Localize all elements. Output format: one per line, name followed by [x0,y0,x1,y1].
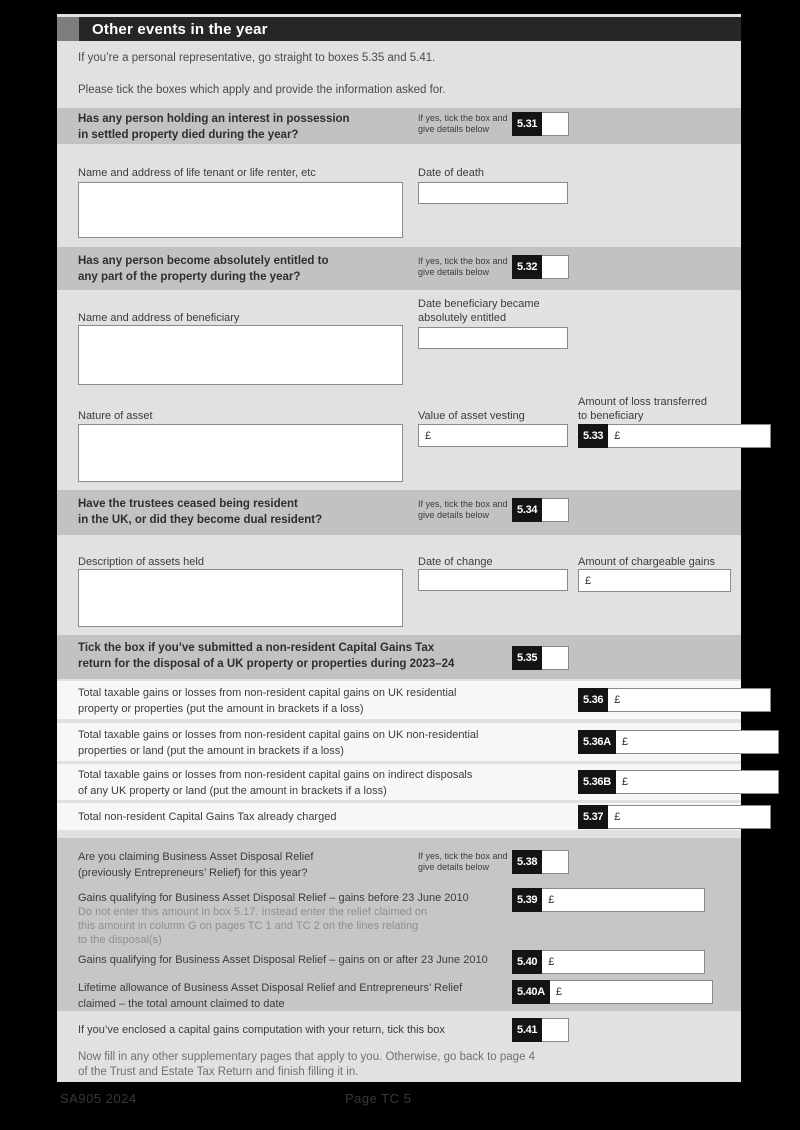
pound-symbol: £ [614,811,621,823]
pound-symbol: £ [548,894,555,906]
tick-unit-5-32 [512,255,569,279]
input-5-37[interactable] [620,811,770,823]
label-loss-transferred-line2: to beneficiary [578,410,644,422]
label-date-of-death: Date of death [418,167,485,179]
label-life-tenant: Name and address of life tenant or life renter, etc [78,167,316,179]
section-header [57,17,741,41]
box-number-5-34: 5.34 [512,498,542,522]
statement-5-35-line2: return for the disposal of a UK property or properties during 2023–24 [78,658,455,670]
amount-unit-5-37 [578,805,731,829]
label-loss-transferred-line1: Amount of loss transferred [578,396,708,408]
if-yes-note-line1: If yes, tick the box and [418,256,508,266]
input-loss-transferred-5-33[interactable] [620,430,770,442]
tick-unit-5-41 [512,1018,569,1042]
input-date-of-change[interactable] [418,569,568,591]
field-5-40a [550,980,713,1004]
outro-line1: Now fill in any other supplementary pages that apply to you. Otherwise, go back to page 4 [78,1051,536,1063]
row-text-5-36b-line1: Total taxable gains or losses from non-resident capital gains on indirect disposals [78,769,473,781]
label-description-assets-held: Description of assets held [78,556,204,568]
tick-unit-5-31 [512,112,569,136]
input-value-of-asset-vesting[interactable] [431,430,567,442]
intro-line-2: Please tick the boxes which apply and provide the information asked for. [78,84,446,96]
amount-unit-5-36 [578,688,731,712]
if-yes-note-5-31 [418,113,508,135]
page-title: Other events in the year [92,20,268,38]
row-text-5-36-line2: property or properties (put the amount in brackets if a loss) [78,703,364,715]
amount-unit-5-39 [512,888,690,912]
note-5-39-line1: Do not enter this amount in box 5.17. Instead enter the relief claimed on [78,906,428,918]
input-date-of-death[interactable] [418,182,568,204]
amount-unit-5-36b [578,770,731,794]
note-5-39-line2: this amount in column G on pages TC 1 and TC 2 on the lines relating [78,920,419,932]
question-5-38-line1: Are you claiming Business Asset Disposal Relief [78,851,314,863]
outro-line2: of the Trust and Estate Tax Return and finish filling it in. [78,1066,359,1078]
row-text-5-36-line1: Total taxable gains or losses from non-resident capital gains on UK residential [78,687,457,699]
row-text-5-36a-line2: properties or land (put the amount in brackets if a loss) [78,745,344,757]
box-number-5-35: 5.35 [512,646,542,670]
row-text-5-36a [78,727,479,759]
statement-5-35 [78,640,454,672]
input-5-36b[interactable] [628,776,778,788]
footer-page-number: Page TC 5 [345,1091,412,1106]
input-5-36[interactable] [620,694,770,706]
row-text-5-36 [78,685,456,717]
if-yes-note-line2: give details below [418,267,490,277]
if-yes-note-line1: If yes, tick the box and [418,113,508,123]
input-5-40a[interactable] [562,986,712,998]
tick-box-5-41[interactable] [542,1018,569,1042]
tick-box-5-31[interactable] [542,112,569,136]
label-loss-transferred [578,395,707,423]
if-yes-note-line2: give details below [418,862,490,872]
pound-symbol: £ [621,776,628,788]
intro-line-1: If you’re a personal representative, go straight to boxes 5.35 and 5.41. [78,52,436,64]
box-number-5-37: 5.37 [578,805,608,829]
tick-unit-5-35 [512,646,569,670]
question-5-34-line2: in the UK, or did they become dual resident? [78,514,323,526]
row-text-5-36b-line2: of any UK property or land (put the amount in brackets if a loss) [78,785,387,797]
statement-5-35-line1: Tick the box if you’ve submitted a non-resident Capital Gains Tax [78,642,435,654]
box-number-5-38: 5.38 [512,850,542,874]
tick-unit-5-38 [512,850,569,874]
input-5-39[interactable] [554,894,704,906]
header-corner-square [57,17,79,41]
header-bar [79,17,741,41]
textarea-beneficiary-name-address[interactable] [78,325,403,385]
textarea-life-tenant-name-address[interactable] [78,182,403,238]
amount-unit-5-40a [512,980,690,1004]
box-number-5-33: 5.33 [578,424,608,448]
note-5-39-line3: to the disposal(s) [78,934,162,946]
question-5-32 [78,253,329,285]
question-5-32-line1: Has any person become absolutely entitled to [78,255,329,267]
question-5-31-line2: in settled property died during the year? [78,129,299,141]
field-5-36 [608,688,771,712]
if-yes-note-line1: If yes, tick the box and [418,499,508,509]
if-yes-note-5-32 [418,256,508,278]
tick-box-5-38[interactable] [542,850,569,874]
field-chargeable-gains [578,569,731,592]
pound-symbol: £ [614,694,621,706]
label-beneficiary-name: Name and address of beneficiary [78,312,240,324]
input-5-40[interactable] [554,956,704,968]
if-yes-note-line2: give details below [418,510,490,520]
question-5-38 [78,849,313,881]
question-5-31-line1: Has any person holding an interest in possession [78,113,350,125]
tick-box-5-32[interactable] [542,255,569,279]
field-5-39 [542,888,705,912]
input-5-36a[interactable] [628,736,778,748]
input-date-beneficiary-entitled[interactable] [418,327,568,349]
question-5-31 [78,111,350,143]
box-number-5-40a: 5.40A [512,980,550,1004]
pound-symbol: £ [555,986,562,998]
if-yes-note-5-34 [418,499,508,521]
box-number-5-39: 5.39 [512,888,542,912]
question-5-38-line2: (previously Entrepreneurs’ Relief) for this year? [78,867,308,879]
question-5-34 [78,496,322,528]
row-text-5-36a-line1: Total taxable gains or losses from non-resident capital gains on UK non-residential [78,729,479,741]
row-text-5-40a [78,980,462,1012]
row-text-5-40: Gains qualifying for Business Asset Disposal Relief – gains on or after 23 June 2010 [78,954,488,966]
amount-unit-5-33 [578,424,731,448]
tick-box-5-34[interactable] [542,498,569,522]
label-date-beneficiary-line2: absolutely entitled [418,312,507,324]
field-5-37 [608,805,771,829]
footer-form-id: SA905 2024 [60,1091,137,1106]
label-nature-of-asset: Nature of asset [78,410,153,422]
label-date-beneficiary-entitled [418,297,540,325]
label-date-beneficiary-line1: Date beneficiary became [418,298,540,310]
amount-unit-5-36a [578,730,731,754]
if-yes-note-line2: give details below [418,124,490,134]
label-chargeable-gains: Amount of chargeable gains [578,556,715,568]
row-text-5-39: Gains qualifying for Business Asset Disposal Relief – gains before 23 June 2010 [78,892,469,904]
form-content-area [57,14,741,1082]
row-text-5-40a-line2: claimed – the total amount claimed to date [78,998,285,1010]
field-value-of-asset-vesting [418,424,568,447]
label-date-of-change: Date of change [418,556,493,568]
outro-note [78,1050,535,1080]
label-value-of-asset-vesting: Value of asset vesting [418,410,525,422]
box-number-5-36b: 5.36B [578,770,616,794]
pound-symbol: £ [614,430,621,442]
field-5-40 [542,950,705,974]
tick-box-5-35[interactable] [542,646,569,670]
pound-symbol: £ [621,736,628,748]
row-text-5-40a-line1: Lifetime allowance of Business Asset Disposal Relief and Entrepreneurs’ Relief [78,982,463,994]
if-yes-note-line1: If yes, tick the box and [418,851,508,861]
question-5-34-line1: Have the trustees ceased being resident [78,498,298,510]
pound-symbol: £ [425,429,432,442]
field-5-36a [616,730,779,754]
if-yes-note-5-38 [418,851,508,873]
note-5-39 [78,905,427,947]
box-number-5-36: 5.36 [578,688,608,712]
row-text-5-37: Total non-resident Capital Gains Tax already charged [78,811,337,823]
row-text-5-36b [78,767,472,799]
box-number-5-36a: 5.36A [578,730,616,754]
textarea-nature-of-asset[interactable] [78,424,403,482]
input-chargeable-gains[interactable] [591,575,730,587]
pound-symbol: £ [585,574,592,587]
box-number-5-32: 5.32 [512,255,542,279]
field-5-36b [616,770,779,794]
field-loss-transferred [608,424,771,448]
textarea-description-assets-held[interactable] [78,569,403,627]
question-5-32-line2: any part of the property during the year? [78,271,301,283]
pound-symbol: £ [548,956,555,968]
box-number-5-31: 5.31 [512,112,542,136]
box-number-5-40: 5.40 [512,950,542,974]
tick-unit-5-34 [512,498,569,522]
box-number-5-41: 5.41 [512,1018,542,1042]
row-text-5-41: If you’ve enclosed a capital gains computation with your return, tick this box [78,1024,445,1036]
amount-unit-5-40 [512,950,690,974]
